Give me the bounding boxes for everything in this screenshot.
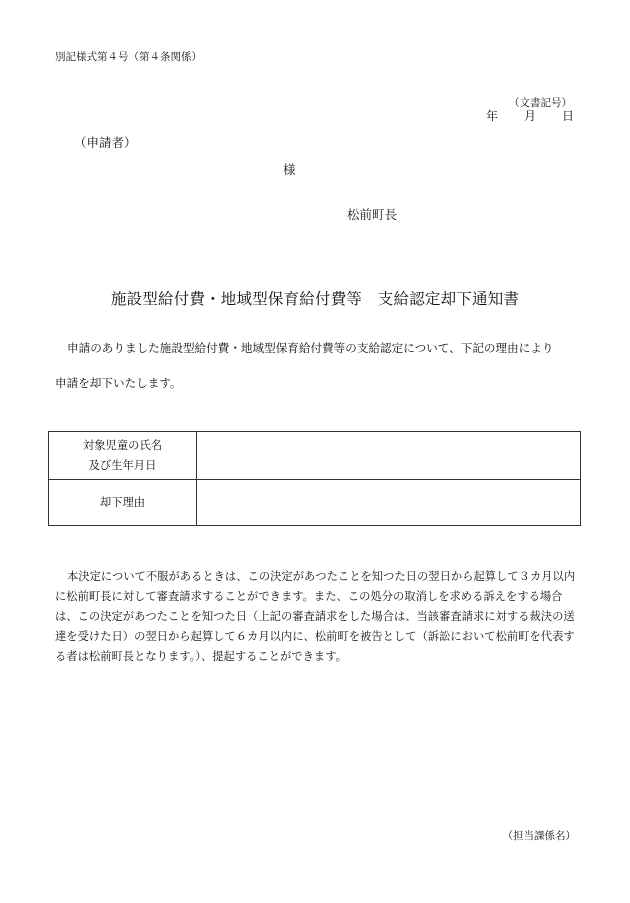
birth-date-label: 及び生年月日	[88, 458, 157, 472]
body-line-2: 申請を却下いたします。	[55, 376, 182, 390]
form-number: 別記様式第４号（第４条関係）	[55, 51, 202, 63]
body-line-1: 申請のありました施設型給付費・地域型保育給付費等の支給認定について、下記の理由により	[67, 341, 554, 355]
child-name-label-cell	[49, 432, 197, 480]
date-day: 日	[561, 109, 574, 123]
child-name-value-cell[interactable]	[197, 432, 581, 480]
document-title: 施設型給付費・地域型保育給付費等 支給認定却下通知書	[110, 290, 520, 308]
rejection-reason-label: 却下理由	[49, 480, 197, 526]
appeal-notice	[55, 567, 580, 667]
rejection-reason-value-cell[interactable]	[197, 480, 581, 526]
appeal-notice-text: 本決定について不服があるときは、この決定があつたことを知つた日の翌日から起算して３カ月以内に松前町長に対して審査請求することができます。また、この処分の取消しを求める訴えをする場合は、この決定があつたことを知つた日（上記の審査請求をした場合は、当該審査請求に対する裁決の送達を受けた日）の翌日から起算して６カ月以内に、松前町を被告として（訴訟において松前町を代表する者は松前町長となります。）、提起することができます。	[55, 570, 576, 663]
table-row-child	[49, 432, 581, 480]
notice-body	[55, 338, 580, 393]
document-code-label: （文書記号）	[509, 97, 572, 109]
child-name-label: 対象児童の氏名	[82, 438, 163, 452]
issue-date	[486, 107, 574, 124]
honorific-sama: 様	[283, 162, 296, 177]
table-row-reason	[49, 480, 581, 526]
applicant-label: （申請者）	[74, 135, 137, 150]
info-table	[48, 431, 581, 526]
issuer-name: 松前町長	[347, 207, 398, 222]
department-label: （担当課係名）	[502, 830, 576, 842]
date-month: 月	[523, 109, 536, 123]
date-year: 年	[485, 109, 498, 123]
